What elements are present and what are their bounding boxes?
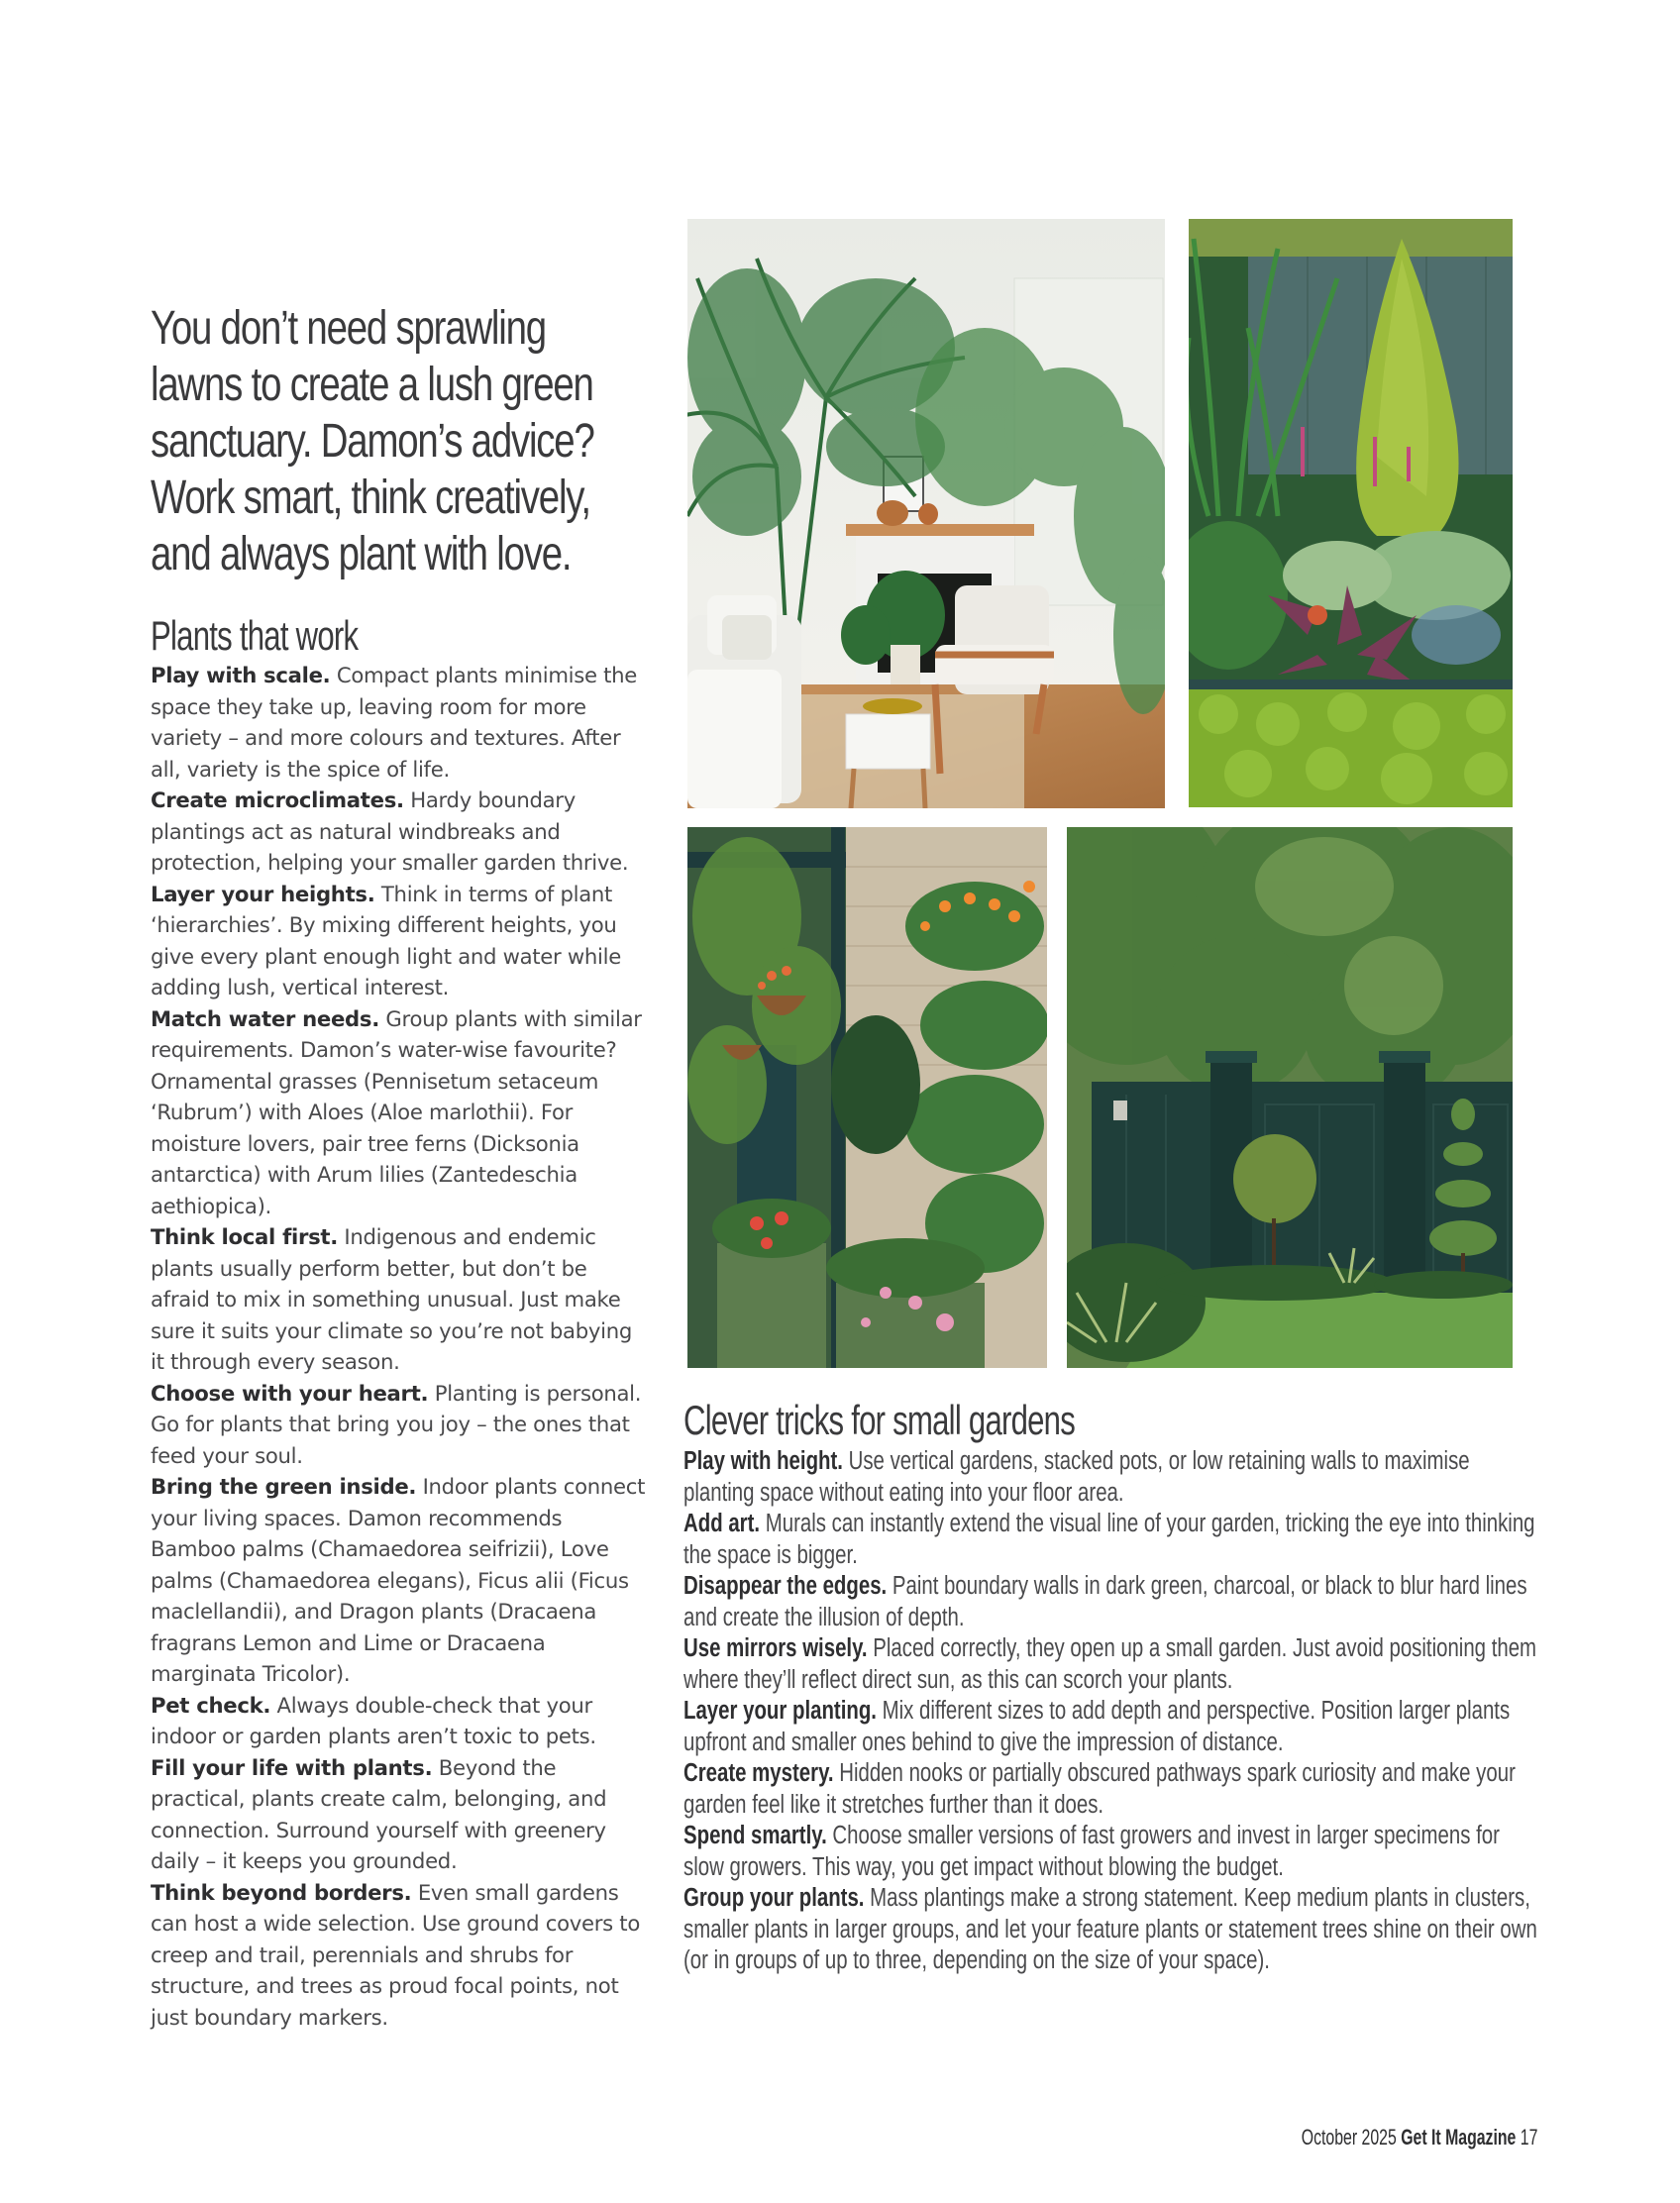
tip-title: Fill your life with plants. — [151, 1754, 433, 1780]
tip-title: Think local first. — [151, 1224, 338, 1249]
fence-garden-image — [1067, 827, 1513, 1368]
tip-title: Match water needs. — [151, 1005, 379, 1031]
trick-title: Disappear the edges. — [683, 1572, 888, 1600]
tip-item — [151, 785, 651, 879]
trick-title: Group your plants. — [683, 1884, 865, 1912]
plants-that-work-section — [151, 612, 651, 2033]
tip-text: Always double-check that your indoor or garden plants aren’t toxic to pets. — [151, 1692, 596, 1748]
trick-item — [683, 1758, 1539, 1821]
tip-text: Indoor plants connect your living spaces. Damon recommends Bamboo palms (Chamaedorea seifrizii), Love palms (Chamaedorea elegans), Ficus alii (Ficus maclellandii), and Dragon plants (Dracaena fragrans Lemon and Lime or Dracaena marginata Tricolor). — [151, 1474, 646, 1686]
intro-line: and always plant with love. — [151, 528, 572, 580]
photo-layered-garden-bed — [1189, 219, 1513, 807]
tip-item — [151, 879, 651, 1003]
tip-text: Hardy boundary plantings act as natural windbreaks and protection, helping your smaller garden thrive. — [151, 787, 629, 875]
tip-title: Layer your heights. — [151, 881, 375, 906]
trick-item — [683, 1633, 1539, 1696]
tip-text: Planting is personal. Go for plants that bring you joy – the ones that feed your soul. — [151, 1380, 642, 1468]
trick-title: Add art. — [683, 1510, 761, 1537]
trick-item — [683, 1446, 1539, 1509]
intro-line: sanctuary. Damon’s advice? — [151, 415, 594, 468]
tip-item — [151, 1690, 651, 1752]
tip-item — [151, 1003, 651, 1222]
trick-title: Create mystery. — [683, 1759, 834, 1787]
tip-item — [151, 1221, 651, 1378]
trick-text: Mass plantings make a strong statement. Keep medium plants in clusters, smaller plants in larger groups, and let your feature plants or statement trees shine on their own (or in groups of up to three, depending on the size of your space). — [683, 1884, 1537, 1974]
intro-line: You don’t need sprawling — [151, 302, 546, 355]
tip-item — [151, 660, 651, 785]
trick-text: Murals can instantly extend the visual line of your garden, tricking the eye into thinking the space is bigger. — [683, 1510, 1535, 1569]
trick-item — [683, 1509, 1539, 1571]
tip-text: Even small gardens can host a wide selection. Use ground covers to creep and trail, perennials and shrubs for structure, and trees as proud focal points, not just boundary markers. — [151, 1879, 640, 2030]
page-folio — [1301, 2125, 1537, 2151]
tip-title: Bring the green inside. — [151, 1474, 417, 1499]
tip-title: Play with scale. — [151, 663, 331, 687]
trick-title: Layer your planting. — [683, 1697, 877, 1725]
intro-line: lawns to create a lush green — [151, 359, 593, 411]
magazine-name: Get It Magazine — [1400, 2125, 1516, 2150]
section-heading: Clever tricks for small gardens — [683, 1397, 1076, 1443]
tip-text: Indigenous and endemic plants usually perform better, but don’t be afraid to mix in something unusual. Just make sure it suits your climate so you’re not babying it through every season. — [151, 1224, 632, 1374]
trick-text: Paint boundary walls in dark green, charcoal, or black to blur hard lines and create the illusion of depth. — [683, 1572, 1527, 1631]
tip-item — [151, 1378, 651, 1472]
photo-vertical-garden — [687, 827, 1047, 1368]
tip-title: Think beyond borders. — [151, 1879, 412, 1905]
photo-dark-green-fence — [1067, 827, 1513, 1368]
trick-item — [683, 1696, 1539, 1758]
section-heading: Plants that work — [151, 612, 359, 659]
trick-text: Placed correctly, they open up a small garden. Just avoid positioning them where they’ll reflect direct sun, as this can scorch your plants. — [683, 1634, 1537, 1694]
trick-title: Spend smartly. — [683, 1822, 827, 1849]
trick-text: Choose smaller versions of fast growers and invest in larger specimens for slow growers. This way, you get impact without blowing the budget. — [683, 1822, 1500, 1881]
tip-title: Create microclimates. — [151, 787, 404, 812]
living-room-image — [687, 219, 1165, 808]
tip-text: Compact plants minimise the space they take up, leaving room for more variety – and more colours and textures. After all, variety is the spice of life. — [151, 663, 638, 782]
trick-item — [683, 1883, 1539, 1977]
tip-title: Pet check. — [151, 1692, 271, 1718]
trick-item — [683, 1821, 1539, 1883]
tips-list — [151, 660, 651, 2033]
garden-bed-image — [1189, 219, 1513, 807]
intro-pull-quote — [151, 300, 666, 582]
trick-text: Use vertical gardens, stacked pots, or low retaining walls to maximise planting space without eating into your floor area. — [683, 1447, 1470, 1507]
intro-line: Work smart, think creatively, — [151, 472, 590, 524]
photo-living-room-palms — [687, 219, 1165, 808]
tip-text: Think in terms of plant ‘hierarchies’. By mixing different heights, you give every plant enough light and water while adding lush, vertical interest. — [151, 881, 621, 999]
tip-item — [151, 1877, 651, 2034]
trick-text: Mix different sizes to add depth and perspective. Position larger plants upfront and smaller ones behind to give the impression of distance. — [683, 1697, 1511, 1756]
tip-text: Group plants with similar requirements. Damon’s water-wise favourite? Ornamental grasses (Pennisetum setaceum ‘Rubrum’) with Aloes (Aloe marlothii). For moisture lovers, pair tree ferns (Dicksonia antarctica) with Arum lilies (Zantedeschia aethiopica). — [151, 1005, 642, 1218]
tip-title: Choose with your heart. — [151, 1380, 429, 1406]
trick-item — [683, 1571, 1539, 1633]
tip-item — [151, 1752, 651, 1877]
trick-title: Play with height. — [683, 1447, 843, 1475]
trick-title: Use mirrors wisely. — [683, 1634, 868, 1662]
page-number: 17 — [1520, 2125, 1537, 2150]
tip-item — [151, 1471, 651, 1690]
vertical-garden-image — [687, 827, 1047, 1368]
issue-date: October 2025 — [1301, 2125, 1397, 2150]
trick-text: Hidden nooks or partially obscured pathways spark curiosity and make your garden feel like it stretches further than it does. — [683, 1759, 1516, 1819]
tricks-list — [683, 1446, 1539, 1977]
tip-text: Beyond the practical, plants create calm, belonging, and connection. Surround yourself with greenery daily – it keeps you grounded. — [151, 1754, 607, 1873]
clever-tricks-section — [683, 1397, 1555, 1977]
